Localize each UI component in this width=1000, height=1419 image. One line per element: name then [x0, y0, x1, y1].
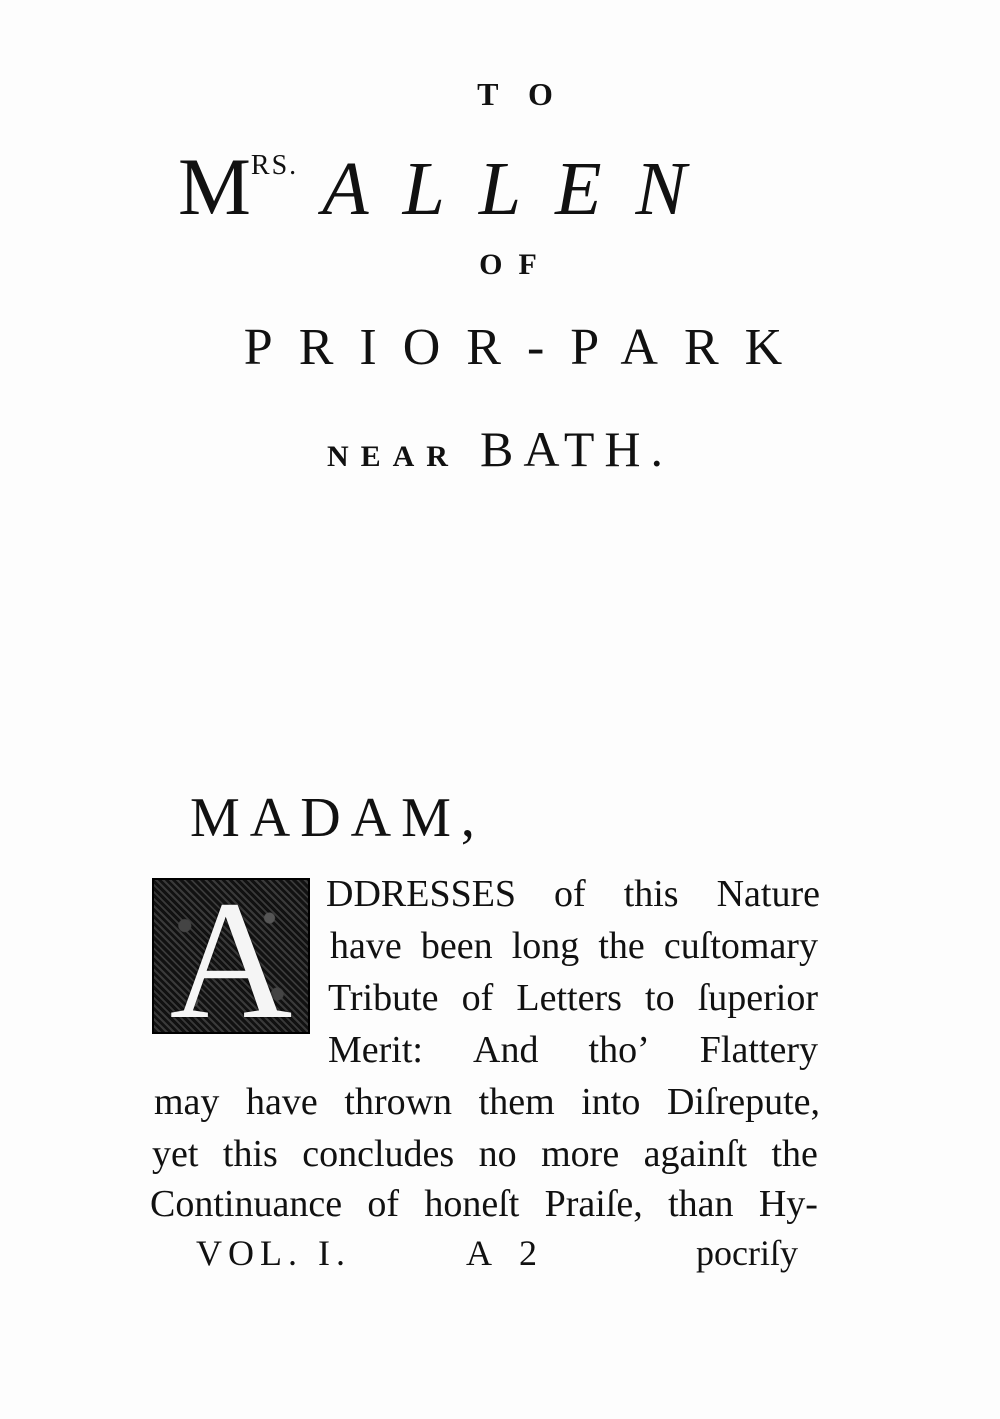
word: may: [154, 1081, 220, 1123]
body-line-6: [152, 1132, 818, 1176]
word: Praiſe,: [544, 1183, 643, 1225]
drop-cap-letter: A: [169, 866, 293, 1054]
salutation: MADAM,: [190, 787, 485, 849]
word: DDRESSES: [326, 873, 517, 915]
surname-allen: ALLEN: [322, 147, 721, 231]
dedication-to: TO: [477, 76, 583, 112]
mrs-superscript: RS.: [250, 150, 299, 181]
word: Flattery: [699, 1029, 818, 1071]
estate-name: PRIOR-PARK: [243, 319, 809, 376]
word: of: [554, 873, 586, 915]
word: the: [771, 1133, 818, 1175]
word: cuſtomary: [663, 925, 818, 967]
catchword: pocriſy: [696, 1233, 798, 1273]
word: have: [330, 925, 402, 967]
word: tho’: [588, 1029, 650, 1071]
word: no: [478, 1133, 517, 1175]
dedicatee-name-line: [178, 140, 720, 234]
word: the: [598, 925, 645, 967]
word: this: [222, 1133, 278, 1175]
word: Continuance: [150, 1183, 343, 1225]
mrs-initial: M: [178, 141, 249, 232]
word: this: [623, 873, 679, 915]
word: into: [581, 1081, 641, 1123]
word: againſt: [643, 1133, 748, 1175]
word: to: [645, 977, 675, 1019]
location-bath: BATH.: [479, 421, 674, 477]
word: ſuperior: [697, 977, 818, 1019]
location-line: [0, 420, 1000, 478]
word: them: [478, 1081, 555, 1123]
word: Letters: [516, 977, 622, 1019]
body-line-2: [330, 924, 818, 968]
word: been: [420, 925, 493, 967]
word: more: [541, 1133, 620, 1175]
word: Diſrepute,: [666, 1081, 820, 1123]
ornamental-drop-cap: [152, 866, 310, 1054]
word: Tribute: [328, 977, 439, 1019]
body-line-5: [154, 1080, 820, 1124]
word: long: [511, 925, 580, 967]
word: honeſt: [424, 1183, 520, 1225]
word: Hy-: [758, 1183, 818, 1225]
word: concludes: [302, 1133, 455, 1175]
word: have: [246, 1081, 318, 1123]
location-near: NEAR: [326, 440, 460, 473]
word: And: [473, 1029, 539, 1071]
body-line-4: [328, 1028, 818, 1072]
word: Nature: [716, 873, 820, 915]
word: of: [461, 977, 494, 1019]
signature-mark: A 2: [466, 1233, 548, 1273]
body-line-7: [150, 1182, 818, 1226]
word: yet: [152, 1133, 199, 1175]
dedication-of: OF: [479, 248, 553, 281]
word: Merit:: [328, 1029, 423, 1071]
word: thrown: [344, 1081, 453, 1123]
volume-number: VOL. I.: [196, 1233, 351, 1273]
word: of: [367, 1183, 400, 1225]
body-line-3: [328, 976, 818, 1020]
body-line-1: [326, 872, 820, 916]
word: than: [668, 1183, 734, 1225]
